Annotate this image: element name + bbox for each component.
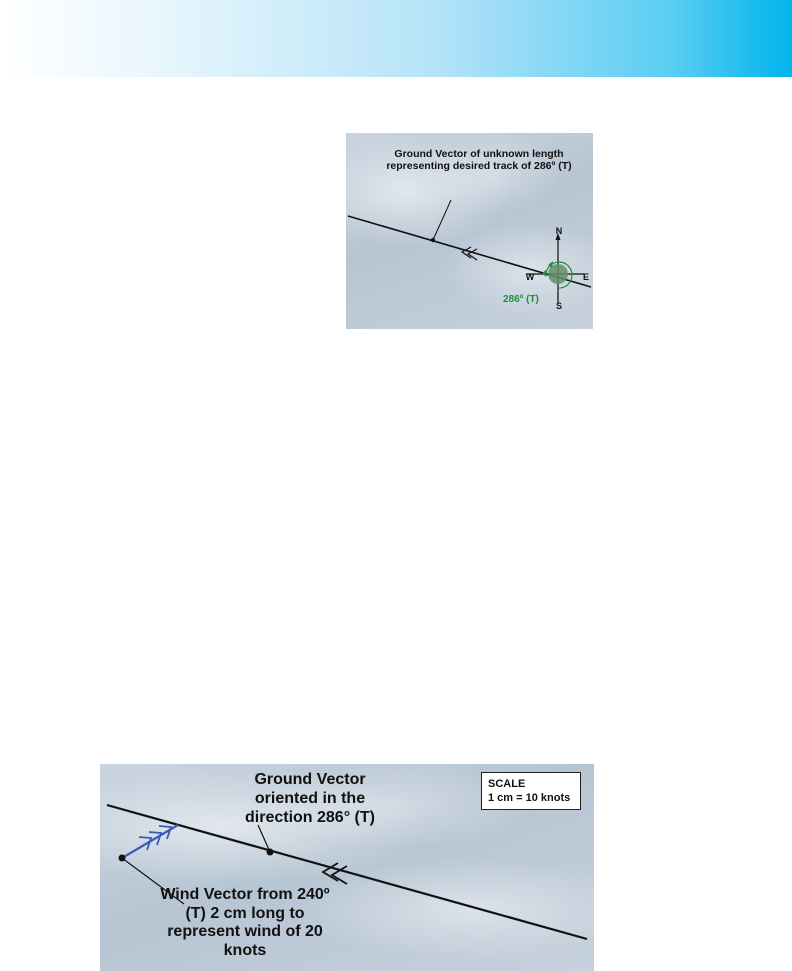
figure-ground-and-wind-vectors [100,764,594,971]
wind-vector-icon [119,825,179,862]
scale-legend [481,772,581,810]
compass-north-label: N [555,226,563,236]
ground-vector-point [267,849,274,856]
scale-value: 1 cm = 10 knots [488,792,571,804]
compass-south-label: S [555,301,562,311]
scale-title: SCALE [488,778,526,790]
track-point [431,238,435,242]
callout-leader-line [433,200,451,240]
compass-rose-icon [526,233,584,303]
figure-ground-vector-unknown-length [346,133,593,329]
header-banner [0,0,792,77]
compass-east-label: E [582,272,589,282]
ground-vector-label: Ground Vector oriented in the direction 286° (T) [245,771,375,826]
wind-vector-label: Wind Vector from 240º (T) 2 cm long to represent wind of 20 knots [160,886,330,959]
compass-west-label: W [525,272,535,282]
track-angle-label: 286º (T) [503,294,539,305]
ground-vector-callout: Ground Vector of unknown length representing desired track of 286º (T) [386,148,572,172]
